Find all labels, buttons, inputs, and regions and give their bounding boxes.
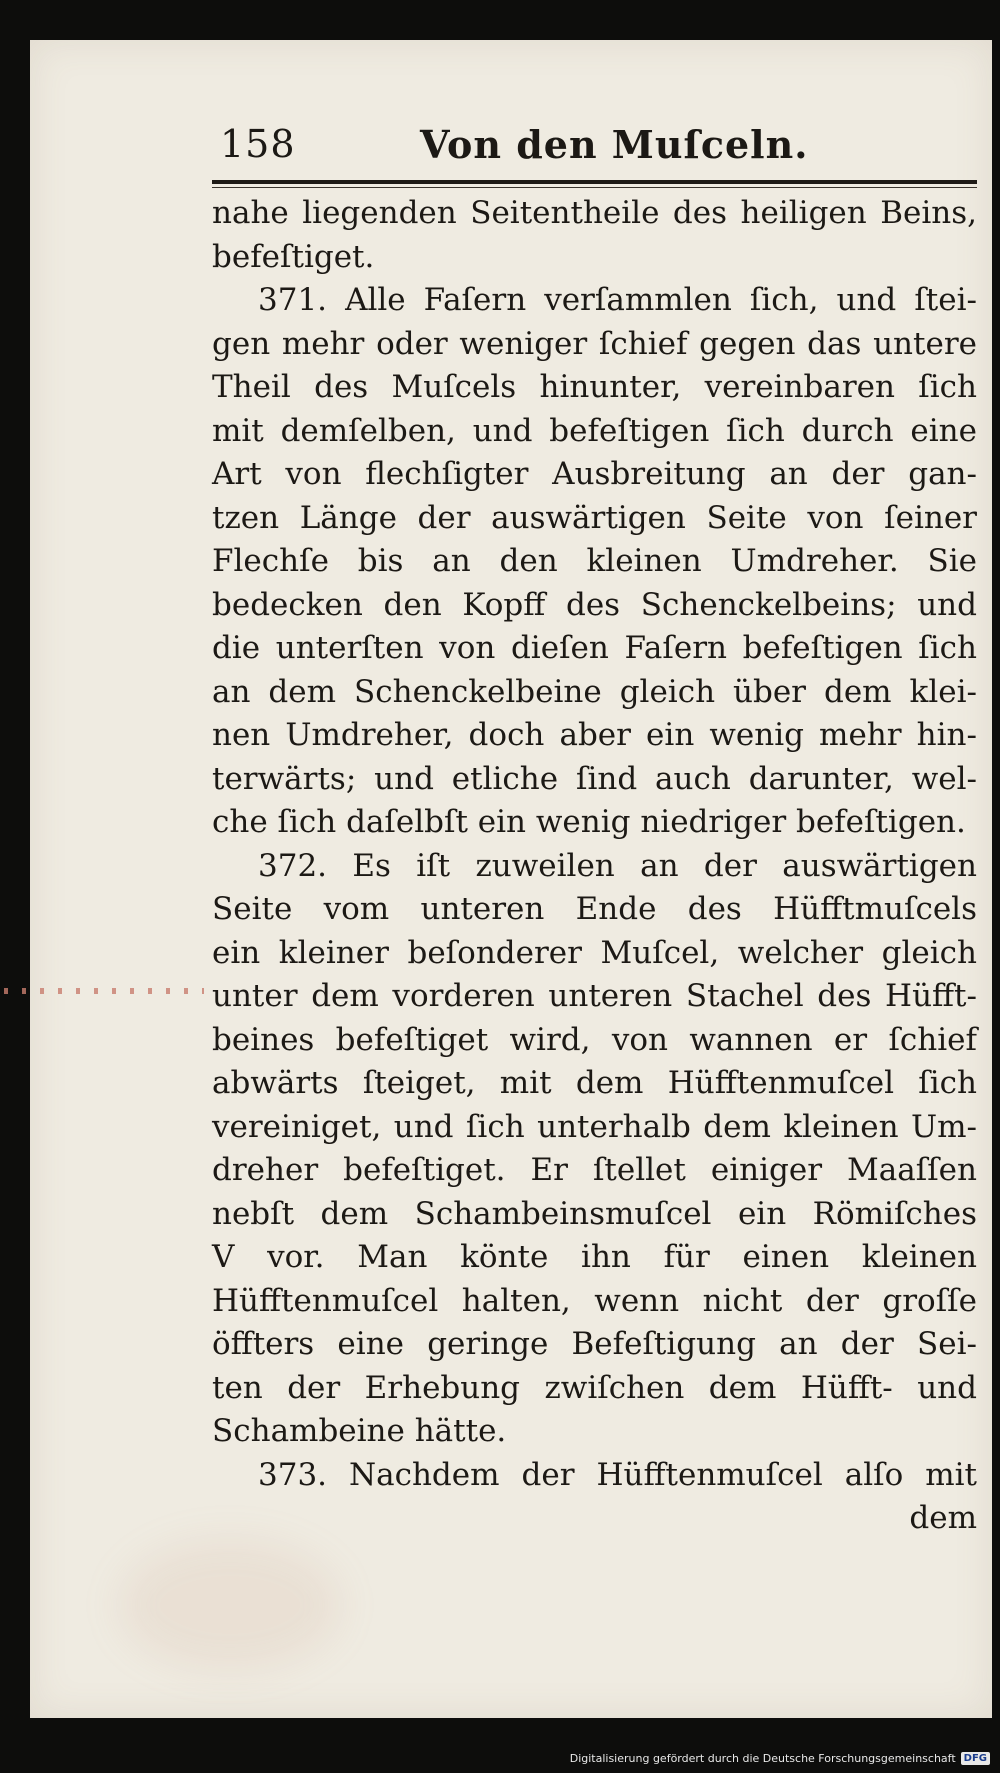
- paragraph-373-start: 373. Nachdem der Hüfftenmuſcel alſo mit: [258, 1456, 977, 1493]
- text-line: die unterſten von dieſen Faſern befeſtigen ſich: [212, 630, 977, 666]
- page-header: [220, 122, 980, 176]
- header-rule: [212, 180, 977, 184]
- body-text: [212, 192, 977, 1541]
- text-line: Flechſe bis an den kleinen Umdreher. Sie: [212, 543, 977, 579]
- text-line: bedecken den Kopff des Schenckelbeins; und: [212, 586, 977, 623]
- text-line: Schambeine hätte.: [212, 1413, 507, 1449]
- text-line: Seite vom unteren Ende des Hüfftmuſcels: [212, 891, 977, 927]
- text-line: vereiniget, und ſich unterhalb dem kleinen Um-: [212, 1108, 977, 1145]
- catchword: dem: [909, 1500, 977, 1536]
- footer-text: Digitalisierung gefördert durch die Deutsche Forschungsgemeinschaft: [569, 1752, 956, 1765]
- text-line: nebſt dem Schambeinsmuſcel ein Römiſches: [212, 1195, 977, 1232]
- margin-dots: [4, 988, 204, 994]
- text-line: ten der Erhebung zwiſchen dem Hüfft- und: [212, 1369, 977, 1406]
- text-line: abwärts ſteiget, mit dem Hüfftenmuſcel ſich: [212, 1065, 977, 1101]
- digitization-footer: [570, 1752, 990, 1765]
- page-number: 158: [220, 122, 296, 166]
- text-line: beines befeſtiget wird, von wannen er ſchief: [212, 1021, 977, 1058]
- text-line: unter dem vorderen unteren Stachel des Hüfft-: [212, 978, 977, 1014]
- text-line: Hüfftenmuſcel halten, wenn nicht der groſſe: [212, 1282, 977, 1319]
- text-line: V vor. Man könte ihn für einen kleinen: [212, 1239, 977, 1275]
- text-line: Art von flechſigter Ausbreitung an der gan-: [212, 456, 977, 492]
- dfg-logo-icon: DFG: [961, 1752, 990, 1765]
- text-line: nahe liegenden Seitentheile des heiligen Beins,: [212, 195, 977, 231]
- text-line: gen mehr oder weniger ſchief gegen das untere: [212, 325, 977, 362]
- text-line: mit demſelben, und befeſtigen ſich durch eine: [212, 412, 977, 449]
- text-line: an dem Schenckelbeine gleich über dem klei-: [212, 673, 977, 710]
- paragraph-371-start: 371. Alle Faſern verſammlen ſich, und ſtei-: [258, 282, 977, 318]
- header-rule-thin: [212, 187, 977, 188]
- text-line: terwärts; und etliche ſind auch darunter, wel-: [212, 760, 977, 797]
- running-title: Von den Muſceln.: [420, 122, 809, 167]
- text-line: tzen Länge der auswärtigen Seite von ſeiner: [212, 499, 977, 536]
- text-line: nen Umdreher, doch aber ein wenig mehr hin-: [212, 717, 977, 753]
- text-line: che ſich daſelbſt ein wenig niedriger befeſtigen.: [212, 804, 966, 840]
- text-line: öffters eine geringe Befeſtigung an der Sei-: [212, 1326, 977, 1362]
- text-line: dreher befeſtiget. Er ſtellet einiger Maaſſen: [212, 1152, 977, 1188]
- text-line: befeſtiget.: [212, 238, 375, 275]
- text-line: Theil des Muſcels hinunter, vereinbaren ſich: [212, 369, 977, 405]
- text-line: ein kleiner beſonderer Muſcel, welcher gleich: [212, 934, 977, 971]
- paragraph-372-start: 372. Es iſt zuweilen an der auswärtigen: [258, 847, 977, 884]
